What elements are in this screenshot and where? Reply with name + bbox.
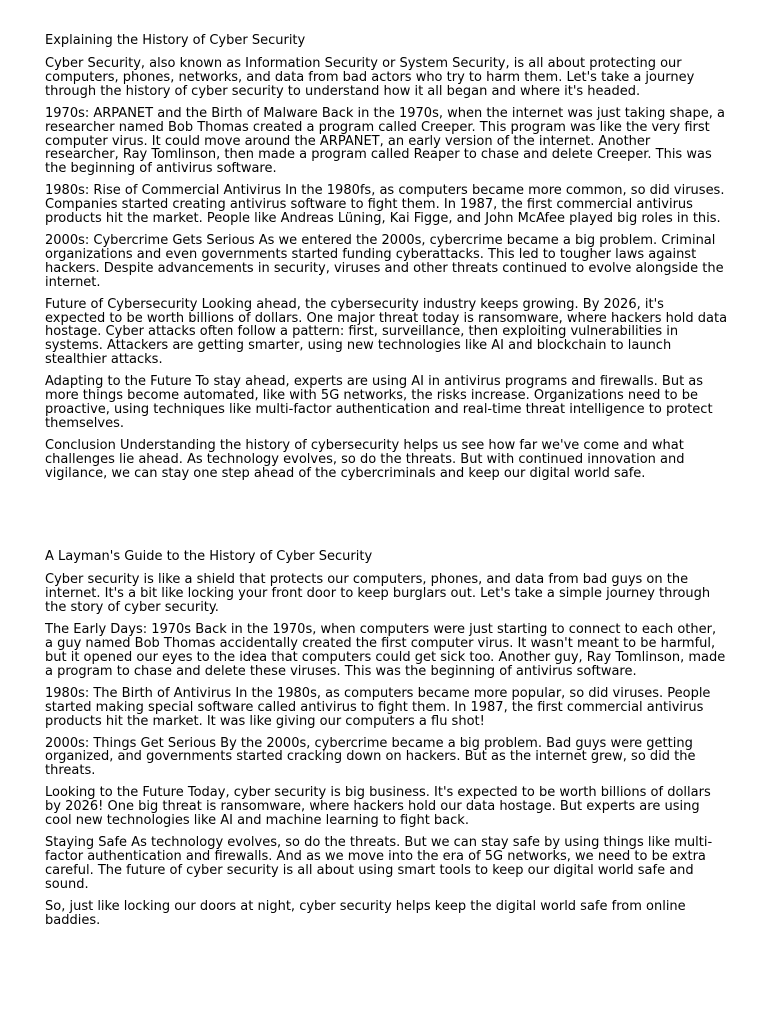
paragraph-conclusion: Conclusion Understanding the history of cybersecurity helps us see how far we've come and what challenges lie ahead. As technology evolves, so do the threats. But with continued innovation and vigilance, we can stay one step ahead of the cybercriminals and keep our digital world safe. <box>45 437 685 481</box>
paragraph-1980s: 1980s: Rise of Commercial Antivirus In the 1980fs, as computers became more common, so did viruses. Companies started creating antivirus software to fight them. In 1987, the first commercial antivirus products hit the market. People like Andreas Lüning, Kai Figge, and John McAfee played big roles in this. <box>45 183 725 227</box>
paragraph-1980s: 1980s: The Birth of Antivirus In the 1980s, as computers became more popular, so did viruses. People started making special software called antivirus to fight them. In 1987, the first commercial antivirus products hit the market. It was like giving our computers a flu shot! <box>45 685 711 729</box>
section-explaining-history <box>45 34 728 480</box>
paragraph-early-days: The Early Days: 1970s Back in the 1970s, when computers were just starting to connect to each other, a guy named Bob Thomas accidentally created the first computer virus. It wasn't meant to be harmful, but it opened our eyes to the idea that computers could get sick too. Another guy, Ray Tomlinson, made a program to chase and delete these viruses. This was the beginning of antivirus software. <box>45 622 726 679</box>
section-title: A Layman's Guide to the History of Cyber Security <box>45 549 373 565</box>
paragraph-closing: So, just like locking our doors at night, cyber security helps keep the digital world safe from online baddies. <box>45 898 686 928</box>
section-spacer <box>45 488 728 550</box>
paragraph-future: Future of Cybersecurity Looking ahead, the cybersecurity industry keeps growing. By 2026, it's expected to be worth billions of dollars. One major threat today is ransomware, where hackers hold data hostage. Cyber attacks often follow a pattern: first, surveillance, then exploiting vulnerabilities in systems. Attackers are getting smarter, using new technologies like AI and blockchain to launch stealthier attacks. <box>45 296 728 368</box>
paragraph-2000s: 2000s: Things Get Serious By the 2000s, cybercrime became a big problem. Bad guys were getting organized, and governments started cracking down on hackers. But as the internet grew, so did the threats. <box>45 735 696 779</box>
paragraph-adapting: Adapting to the Future To stay ahead, experts are using AI in antivirus programs and firewalls. But as more things become automated, like with 5G networks, the risks increase. Organizations need to be proactive, using techniques like multi-factor authentication and real-time threat intelligence to protect themselves. <box>45 374 713 431</box>
paragraph-1970s: 1970s: ARPANET and the Birth of Malware Back in the 1970s, when the internet was just taking shape, a researcher named Bob Thomas created a program called Creeper. This program was like the very first computer virus. It could move around the ARPANET, an early version of the internet. Another researcher, Ray Tomlinson, then made a program called Reaper to chase and delete Creeper. This was the beginning of antivirus software. <box>45 105 725 177</box>
paragraph-2000s: 2000s: Cybercrime Gets Serious As we entered the 2000s, cybercrime became a big problem. Criminal organizations and even governments started funding cyberattacks. This led to tougher laws against hackers. Despite advancements in security, viruses and other threats continued to evolve alongside the internet. <box>45 232 724 290</box>
section-title: Explaining the History of Cyber Security <box>45 33 306 48</box>
paragraph-intro: Cyber security is like a shield that protects our computers, phones, and data from bad guys on the internet. It's a bit like locking your front door to keep burglars out. Let's take a simple journey through the story of cyber security. <box>45 572 711 616</box>
paragraph-staying-safe: Staying Safe As technology evolves, so do the threats. But we can stay safe by using things like multi-factor authentication and firewalls. And as we move into the era of 5G networks, we need to be extra careful. The future of cyber security is all about using smart tools to keep our digital world safe and sound. <box>45 834 713 892</box>
paragraph-intro: Cyber Security, also known as Information Security or System Security, is all about protecting our computers, phones, networks, and data from bad actors who try to harm them. Let's take a journey through the history of cyber security to understand how it all began and where it's headed. <box>45 56 695 99</box>
paragraph-future: Looking to the Future Today, cyber security is big business. It's expected to be worth billions of dollars by 2026! One big threat is ransomware, where hackers hold our data hostage. But experts are using cool new technologies like AI and machine learning to fight back. <box>45 785 711 829</box>
section-laymans-guide <box>45 550 728 927</box>
